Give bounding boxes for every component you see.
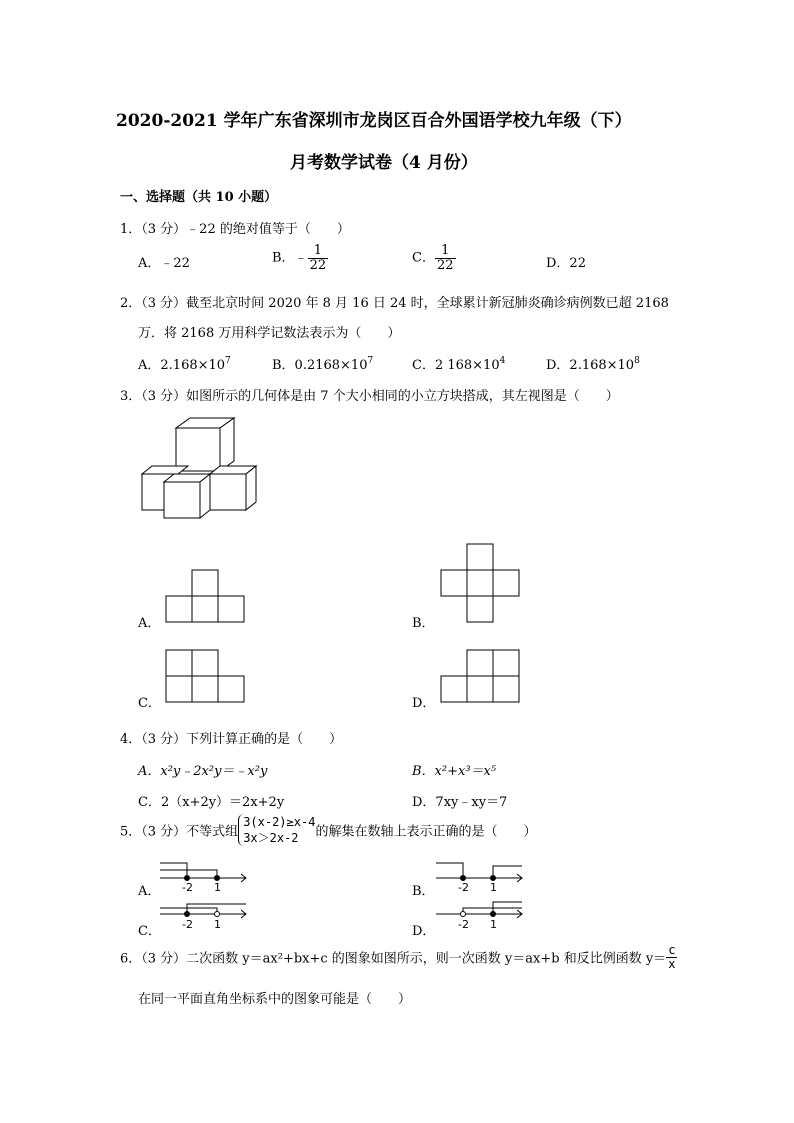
q4-stem: 4．（3 分）下列计算正确的是（ ） <box>120 732 343 747</box>
exam-title-line2: 月考数学试卷（4 月份） <box>290 153 478 173</box>
q5-c-tick-1: 1 <box>214 918 221 931</box>
q1-b-numerator: 1 <box>308 244 329 259</box>
q2-a-base: A．2.168×10 <box>138 358 226 373</box>
q5-option-d: D． <box>412 924 436 939</box>
q5-b-tick-neg2: -2 <box>458 881 469 894</box>
q2-option-b <box>272 354 373 373</box>
q6-fraction <box>666 944 677 970</box>
q4-option-d: D．7xy﹣xy＝7 <box>412 795 508 810</box>
q5-d-tick-neg2: -2 <box>458 918 469 931</box>
q5-a-tick-1: 1 <box>214 881 221 894</box>
q5-stem <box>120 814 536 846</box>
q2-stem-line2: 万．将 2168 万用科学记数法表示为（ ） <box>138 326 401 341</box>
q3-option-b: B． <box>412 616 435 631</box>
q2-stem-line1: 2．（3 分）截至北京时间 2020 年 8 月 16 日 24 时，全球累计新冠肺炎确诊病例数已超 2168 <box>120 296 669 311</box>
q4-option-c: C．2（x+2y）＝2x+2y <box>138 795 285 810</box>
q5-option-b-numberline <box>436 858 528 894</box>
q2-b-base: B．0.2168×10 <box>272 358 368 373</box>
q6-fraction-denominator: x <box>668 956 676 971</box>
q5-option-a-numberline <box>160 858 252 894</box>
q5-c-tick-neg2: -2 <box>182 918 193 931</box>
q3-option-c-view <box>166 650 246 704</box>
q1-option-c-prefix: C． <box>412 250 435 266</box>
q5-option-b: B． <box>412 884 435 899</box>
q5-option-c: C． <box>138 924 161 939</box>
q1-option-b <box>272 244 328 272</box>
q3-cube-figure <box>138 418 263 523</box>
q5-inequality-2: 3x＞2x-2 <box>243 831 299 846</box>
q3-option-c: C． <box>138 696 161 711</box>
q3-option-a: A． <box>138 616 161 631</box>
q1-stem: 1．（3 分）﹣22 的绝对值等于（ ） <box>120 222 350 237</box>
q1-option-a: A．﹣22 <box>138 256 190 271</box>
q3-option-d-view <box>441 650 521 704</box>
q1-option-d: D．22 <box>546 256 586 271</box>
q1-option-b-fraction <box>308 244 329 272</box>
q1-option-c-fraction <box>435 244 456 272</box>
q6-fraction-numerator: c <box>668 943 676 957</box>
q5-b-tick-1: 1 <box>490 881 497 894</box>
q2-option-d <box>546 354 640 373</box>
section-heading: 一、选择题（共 10 小题） <box>120 190 278 205</box>
q6-stem-text: 6．（3 分）二次函数 y＝ax²+bx+c 的图象如图所示，则一次函数 y＝ax+b 和反比例函数 y＝ <box>120 951 667 967</box>
q5-inequality-system <box>238 814 315 846</box>
q2-d-base: D．2.168×10 <box>546 358 635 373</box>
q5-option-c-numberline <box>160 898 252 934</box>
q5-d-tick-1: 1 <box>490 918 497 931</box>
q2-a-exponent: 7 <box>225 356 231 366</box>
q2-c-exponent: 4 <box>499 356 506 366</box>
q5-a-tick-neg2: -2 <box>182 881 193 894</box>
q4-option-a: A．x²y﹣2x²y＝﹣x²y <box>138 764 268 779</box>
q5-stem-prefix: 5．（3 分）不等式组 <box>120 824 239 840</box>
q5-stem-suffix: 的解集在数轴上表示正确的是（ ） <box>315 824 537 840</box>
q1-option-b-prefix: B．﹣ <box>272 250 308 266</box>
q1-option-c <box>412 244 456 272</box>
exam-title-line1: 2020-2021 学年广东省深圳市龙岗区百合外国语学校九年级（下） <box>116 111 632 131</box>
q1-c-numerator: 1 <box>435 244 456 259</box>
q5-option-d-numberline <box>436 898 528 934</box>
q3-stem: 3．（3 分）如图所示的几何体是由 7 个大小相同的小立方块搭成，其左视图是（ ） <box>120 389 619 404</box>
q5-option-a: A． <box>138 884 161 899</box>
q1-b-denominator: 22 <box>309 257 327 273</box>
q3-option-b-view <box>441 544 521 624</box>
q2-d-exponent: 8 <box>634 356 640 366</box>
q3-option-d: D． <box>412 696 436 711</box>
q2-option-c <box>412 354 505 373</box>
q3-option-a-view <box>166 570 246 624</box>
q5-inequality-1: 3(x-2)≥x-4 <box>243 815 316 829</box>
q1-c-denominator: 22 <box>436 257 454 273</box>
q2-option-a <box>138 354 231 373</box>
q2-c-base: C．2 168×10 <box>412 358 500 373</box>
q6-stem-line1 <box>120 944 677 970</box>
q6-stem-line2: 在同一平面直角坐标系中的图象可能是（ ） <box>138 992 412 1007</box>
q2-b-exponent: 7 <box>367 356 374 366</box>
q4-option-b: B．x²+x³＝x⁵ <box>412 764 497 779</box>
